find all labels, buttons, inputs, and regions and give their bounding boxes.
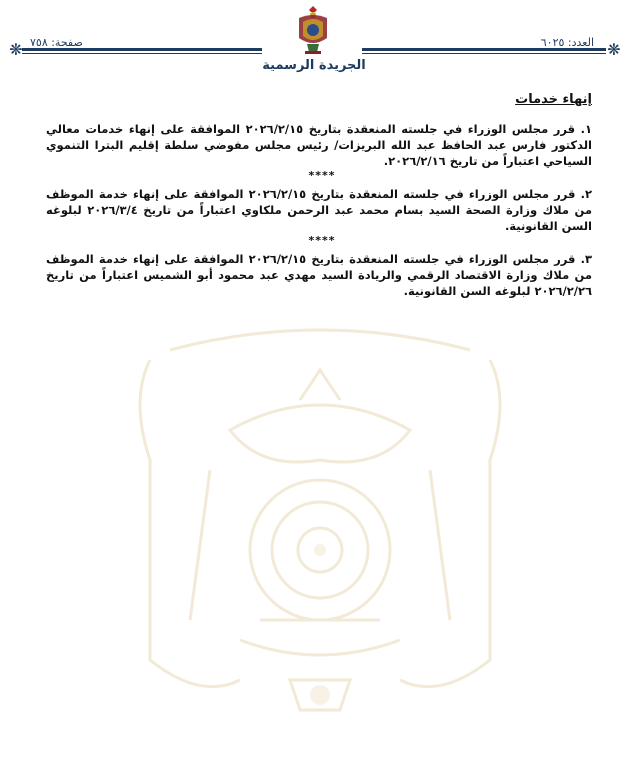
decision-item: ٢. قرر مجلس الوزراء في جلسته المنعقدة بتاريخ ٢٠٢٦/٢/١٥ الموافقة على إنهاء خدمة الموظف من ملاك وزارة الصحة السيد بسام محمد عبد الرحمن ملكاوي اعتباراً من تاريخ ٢٠٢٦/٣/٤ لبلوغه السن القانونية.	[46, 187, 592, 233]
ornament-icon: ❋	[9, 40, 23, 59]
page-number: صفحة: ٧٥٨	[30, 36, 83, 49]
separator: ****	[308, 234, 336, 247]
coat-of-arms-icon	[293, 4, 333, 56]
separator: ****	[308, 169, 336, 182]
decision-item: ٣. قرر مجلس الوزراء في جلسته المنعقدة بتاريخ ٢٠٢٦/٢/١٥ الموافقة على إنهاء خدمة الموظف من ملاك وزارة الاقتصاد الرقمي والريادة السيد مهدي عبد محمود أبو الشميس اعتباراً من تاريخ ٢٠٢٦/٢/٢٦ لبلوغه السن القانونية.	[46, 252, 592, 298]
issue-number: العدد: ٦٠٢٥	[540, 36, 594, 49]
header-rule-thin-left	[22, 53, 262, 54]
ornament-icon: ❋	[607, 40, 621, 59]
gazette-title: الجريدة الرسمية	[262, 58, 366, 73]
header-rule-thin-right	[362, 53, 606, 54]
decision-item: ١. قرر مجلس الوزراء في جلسته المنعقدة بتاريخ ٢٠٢٦/٢/١٥ الموافقة على إنهاء خدمات معالي الدكتور فارس عبد الحافظ عبد الله البريزات/ رئيس مجلس مفوضي سلطة إقليم البترا التنموي السياحي اعتباراً من تاريخ ٢٠٢٦/٢/١٦.	[46, 122, 592, 168]
section-title: إنهاء خدمات	[515, 92, 592, 107]
coat-of-arms-watermark-icon	[110, 320, 530, 740]
document-body	[46, 92, 598, 299]
